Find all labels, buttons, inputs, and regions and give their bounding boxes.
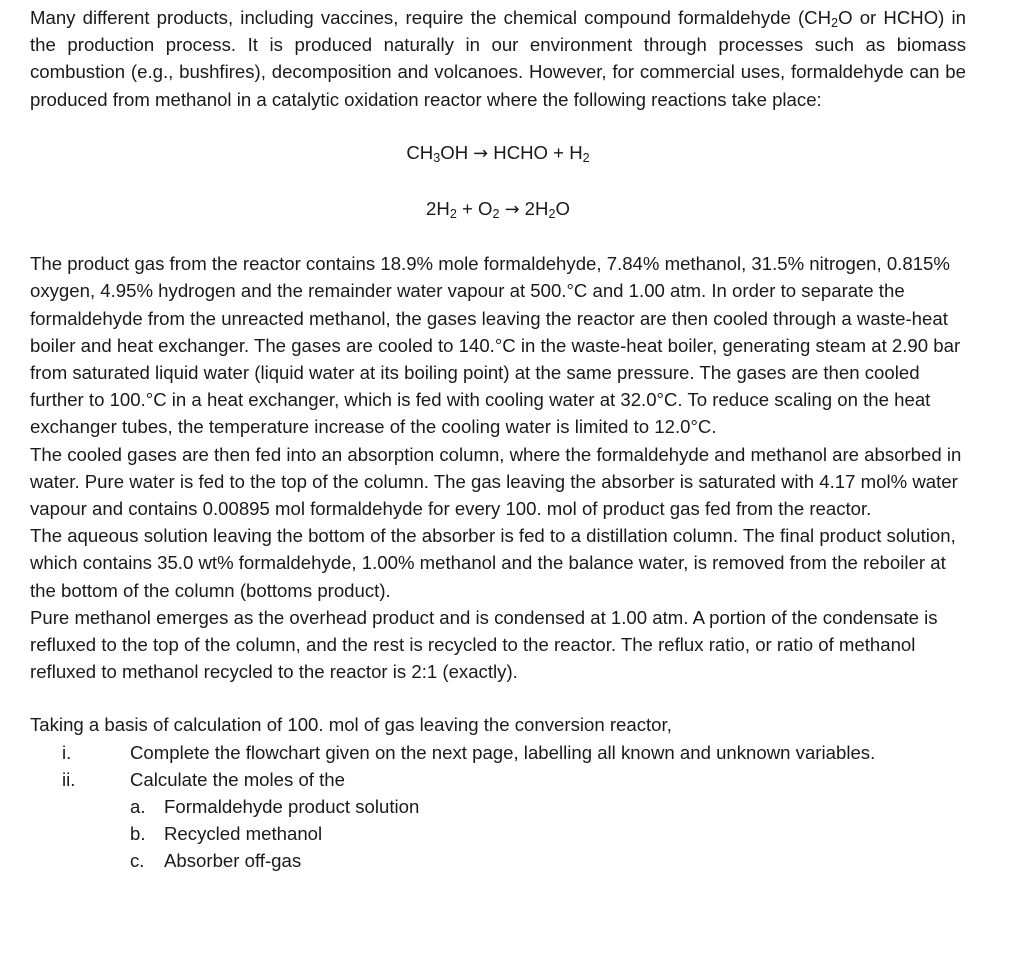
task-item: [30, 739, 966, 766]
intro-paragraph: [30, 4, 966, 113]
eq2-sub-a: 2: [449, 207, 457, 222]
eq1-part-a: CH: [406, 141, 434, 163]
eq1-part-b: OH: [440, 141, 474, 163]
basis-statement: Taking a basis of calculation of 100. mol of gas leaving the conversion reactor,: [30, 714, 672, 736]
subtask-item: [30, 793, 966, 820]
eq1-sub-a: 3: [433, 150, 441, 165]
intro-text-2: O or HCHO) in the production process. It is produced naturally in our environment through processes such as biomass combustion (e.g., bushfires), decomposition and volcanoes. However, for commercial uses, formaldehyde can be produced from methanol in a catalytic oxidation reactor where the following reactions take place:: [30, 7, 966, 110]
eq1-sub-c: 2: [582, 150, 590, 165]
eq2-part-e: O: [555, 198, 570, 220]
eq1-part-c: HCHO + H: [488, 141, 583, 163]
eq2-sub-d: 2: [548, 207, 556, 222]
task-text: Complete the flowchart given on the next page, labelling all known and unknown variables.: [130, 741, 876, 763]
subtask-text: Recycled methanol: [164, 823, 323, 845]
task-text: Calculate the moles of the: [130, 768, 345, 790]
document-page: [30, 4, 966, 875]
absorber-paragraph: The cooled gases are then fed into an absorption column, where the formaldehyde and methanol are absorbed in water. Pure water is fed to the top of the column. The gas leaving the absorber is saturated with 4.17 mol% water vapour and contains 0.00895 mol formaldehyde for every 100. mol of product gas fed from the reactor.: [30, 443, 962, 520]
methanol-paragraph: Pure methanol emerges as the overhead product and is condensed at 1.00 atm. A portion of the condensate is refluxed to the top of the column, and the rest is recycled to the reactor. The reflux ratio, or ratio of methanol refluxed to methanol recycled to the reactor is 2:1 (exactly).: [30, 606, 938, 683]
subtask-letter: a.: [130, 796, 146, 818]
task-item: [30, 766, 966, 793]
subtask-text: Absorber off-gas: [164, 850, 302, 872]
distillation-paragraph: The aqueous solution leaving the bottom of the absorber is fed to a distillation column. The final product solution, which contains 35.0 wt% formaldehyde, 1.00% methanol and the balance water, is removed from the reboiler at the bottom of the column (bottoms product).: [30, 525, 956, 601]
intro-subscript: 2: [831, 16, 839, 31]
eq2-part-b: + O: [456, 198, 493, 220]
eq2-part-d: 2H: [519, 198, 549, 220]
intro-text-1: Many different products, including vaccines, require the chemical compound formaldehyde (CH: [30, 7, 832, 28]
task-number: i.: [62, 741, 72, 763]
eq2-part-a: 2H: [426, 198, 450, 220]
task-number: ii.: [62, 768, 76, 790]
equation-1: [30, 139, 966, 168]
subtask-item: [30, 847, 966, 874]
product-gas-paragraph: The product gas from the reactor contains 18.9% mole formaldehyde, 7.84% methanol, 31.5% nitrogen, 0.815% oxygen, 4.95% hydrogen and the remainder water vapour at 500.°C and 1.00 atm. In order to separate the formaldehyde from the unreacted methanol, the gases leaving the reactor are then cooled through a waste-heat boiler and heat exchanger. The gases are cooled to 140.°C in the waste-heat boiler, generating steam at 2.90 bar from saturated liquid water (liquid water at its boiling point) at the same pressure. The gases are then cooled further to 100.°C in a heat exchanger, which is fed with cooling water at 32.0°C. To reduce scaling on the heat exchanger tubes, the temperature increase of the cooling water is limited to 12.0°C.: [30, 253, 961, 438]
subtask-item: [30, 820, 966, 847]
eq2-sub-b: 2: [492, 207, 500, 222]
subtask-letter: c.: [130, 850, 145, 872]
subtask-letter: b.: [130, 823, 146, 845]
equation-2: [30, 195, 966, 224]
arrow-icon: →: [504, 200, 520, 221]
subtask-text: Formaldehyde product solution: [164, 796, 420, 818]
arrow-icon: →: [473, 143, 489, 164]
